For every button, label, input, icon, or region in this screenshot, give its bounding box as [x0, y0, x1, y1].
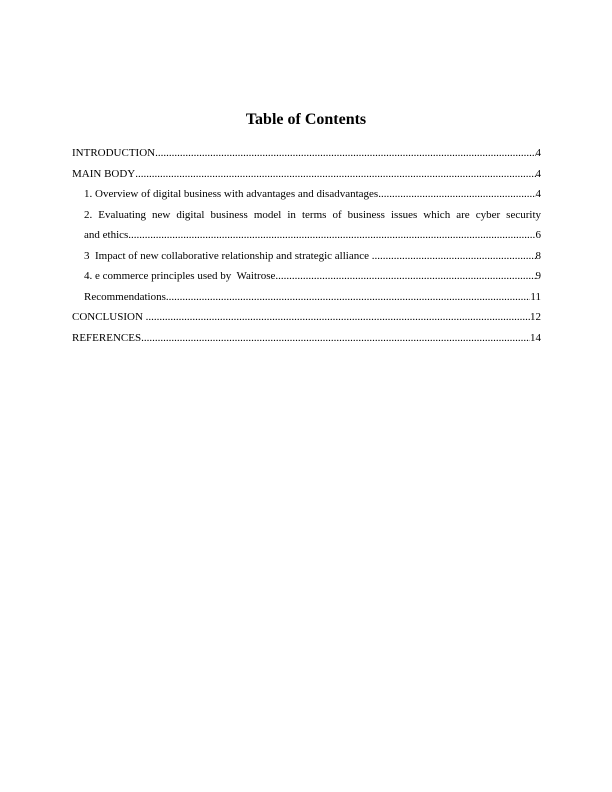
toc-dot-leader	[378, 184, 535, 205]
toc-entry-conclusion[interactable]	[72, 307, 541, 328]
toc-entry-label: 4. e commerce principles used by Waitrose	[84, 270, 276, 282]
toc-entry-label: 1. Overview of digital business with advantages and disadvantages	[84, 188, 379, 200]
toc-entry-label-line2: and ethics	[84, 229, 129, 241]
table-of-contents	[72, 143, 541, 348]
toc-entry-main-body[interactable]	[72, 164, 541, 185]
toc-entry-label-line1: 2. Evaluating new digital business model in terms of business issues which are cyber security	[84, 208, 541, 221]
toc-dot-leader	[128, 225, 535, 246]
toc-dot-leader	[141, 328, 530, 349]
toc-dot-leader	[155, 143, 535, 164]
toc-entry-introduction[interactable]	[72, 143, 541, 164]
toc-entry-page: 6	[535, 229, 541, 241]
toc-entry-references[interactable]	[72, 328, 541, 349]
toc-entry-label: MAIN BODY	[72, 167, 136, 180]
toc-entry-page: 9	[535, 270, 541, 282]
toc-entry-page: 4	[535, 188, 541, 200]
toc-entry-page: 14	[530, 331, 541, 344]
toc-dot-leader	[275, 266, 535, 287]
toc-entry-page: 4	[535, 167, 541, 180]
toc-dot-leader	[166, 287, 531, 308]
toc-dot-leader	[146, 307, 530, 328]
toc-entry-label: INTRODUCTION	[72, 147, 156, 159]
toc-entry-page: 12	[530, 311, 541, 323]
toc-title: Table of Contents	[245, 111, 367, 128]
toc-entry-label: Recommendations	[84, 290, 166, 303]
toc-dot-leader	[135, 164, 535, 185]
toc-entry-evaluating[interactable]	[72, 205, 541, 246]
toc-entry-label: REFERENCES	[72, 331, 142, 344]
toc-dot-leader	[372, 246, 536, 267]
toc-entry-label: CONCLUSION	[72, 311, 146, 323]
toc-entry-impact[interactable]	[72, 246, 541, 267]
toc-entry-recommendations[interactable]	[72, 287, 541, 308]
toc-entry-page: 8	[535, 249, 541, 262]
toc-entry-label: 3 Impact of new collaborative relationship and strategic alliance	[84, 249, 372, 262]
toc-entry-ecommerce[interactable]	[72, 266, 541, 287]
toc-entry-page: 11	[530, 290, 541, 303]
toc-entry-page: 4	[535, 147, 541, 159]
toc-entry-overview[interactable]	[72, 184, 541, 205]
